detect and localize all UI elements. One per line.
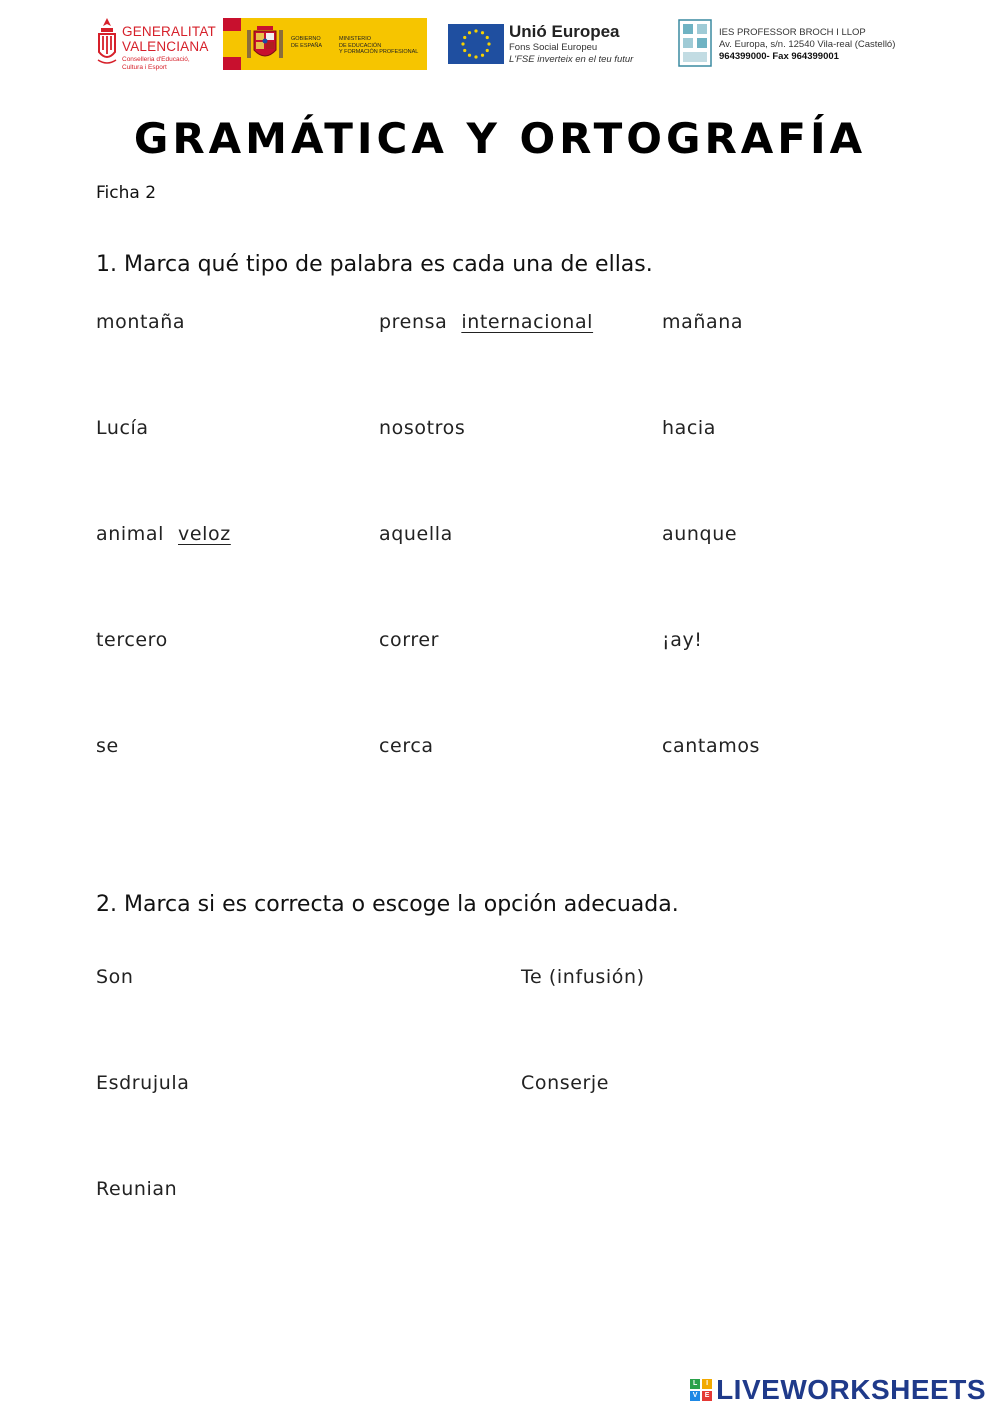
underlined-word: veloz — [178, 523, 231, 545]
word-item — [96, 311, 185, 333]
word-item — [379, 311, 593, 333]
gv-line4: Cultura i Esport — [122, 64, 167, 71]
word-item — [662, 523, 737, 545]
word-item — [96, 735, 119, 757]
word-text: se — [96, 735, 119, 757]
eu-star — [461, 42, 464, 45]
gobierno-espana-logo — [223, 18, 427, 70]
word-text: ¡ay! — [662, 629, 703, 651]
eu-star — [487, 42, 490, 45]
word-item — [662, 417, 716, 439]
option-item: Conserje — [521, 1072, 610, 1094]
spain-flag-icon — [223, 18, 241, 70]
eu-star — [481, 31, 484, 34]
gv-line3: Conselleria d'Educació, — [122, 56, 190, 63]
liveworksheets-logo — [690, 1374, 986, 1406]
union-europea-logo — [448, 20, 660, 66]
eu-star — [486, 36, 489, 39]
ies-line1: IES PROFESSOR BROCH I LLOP — [719, 27, 866, 38]
word-item — [662, 629, 703, 651]
word-item — [662, 311, 743, 333]
eu-star — [486, 49, 489, 52]
eu-line2: L'FSE inverteix en el teu futur — [509, 54, 634, 65]
gob-line4: DE EDUCACIÓN — [339, 42, 382, 49]
gv-line1: GENERALITAT — [122, 24, 216, 39]
word-text: cerca — [379, 735, 434, 757]
gob-line1: GOBIERNO — [291, 36, 321, 42]
option-item: Son — [96, 966, 134, 988]
underlined-word: internacional — [461, 311, 594, 333]
word-text: prensa — [379, 311, 448, 333]
eu-star — [474, 29, 477, 32]
word-item — [379, 523, 453, 545]
word-text: aunque — [662, 523, 738, 545]
generalitat-valenciana-logo — [96, 14, 218, 76]
gob-line5: Y FORMACIÓN PROFESIONAL — [339, 49, 419, 55]
word-text: nosotros — [379, 417, 466, 439]
word-item — [662, 735, 760, 757]
word-text: animal — [96, 523, 164, 545]
ies-line2: Av. Europa, s/n. 12540 Vila-real (Castelló) — [719, 39, 896, 50]
eu-star — [474, 55, 477, 58]
page-title: GRAMÁTICA Y ORTOGRAFÍA — [133, 114, 867, 163]
eu-star — [481, 54, 484, 57]
word-text: hacia — [662, 417, 717, 439]
eu-star — [463, 36, 466, 39]
eu-star — [463, 49, 466, 52]
liveworksheets-brand: LIVEWORKSHEETS — [716, 1374, 986, 1405]
word-item — [379, 735, 434, 757]
eu-flag-icon — [448, 24, 504, 64]
gob-line2: DE ESPAÑA — [291, 42, 323, 49]
ies-logo — [677, 18, 917, 70]
eu-star — [468, 54, 471, 57]
word-text: montaña — [96, 311, 186, 333]
ies-line3: 964399000- Fax 964399001 — [719, 51, 839, 62]
liveworksheets-icon: L I V E — [690, 1379, 712, 1401]
option-item: Esdrujula — [96, 1072, 190, 1094]
eu-line1: Fons Social Europeu — [509, 42, 598, 53]
ficha-label: Ficha 2 — [96, 183, 157, 203]
option-item: Reunian — [96, 1178, 178, 1200]
generalitat-emblem-icon — [96, 16, 118, 68]
word-item — [96, 417, 149, 439]
word-text: correr — [379, 629, 440, 651]
option-item: Te (infusión) — [521, 966, 645, 988]
gv-line2: VALENCIANA — [122, 39, 209, 54]
word-text: Lucía — [96, 417, 149, 439]
section2-question: 2. Marca si es correcta o escoge la opción adecuada. — [96, 892, 679, 917]
eu-star — [468, 31, 471, 34]
word-item — [379, 629, 439, 651]
gob-line3: MINISTERIO — [339, 36, 372, 42]
eu-title: Unió Europea — [509, 22, 620, 41]
word-item — [96, 523, 231, 545]
word-text: tercero — [96, 629, 168, 651]
word-text: cantamos — [662, 735, 761, 757]
section1-question: 1. Marca qué tipo de palabra es cada una de ellas. — [96, 252, 653, 277]
ies-building-icon — [677, 18, 713, 68]
word-item — [379, 417, 465, 439]
word-item — [96, 629, 168, 651]
spain-coat-of-arms-icon — [245, 22, 285, 66]
word-text: mañana — [662, 311, 744, 333]
word-text: aquella — [379, 523, 453, 545]
